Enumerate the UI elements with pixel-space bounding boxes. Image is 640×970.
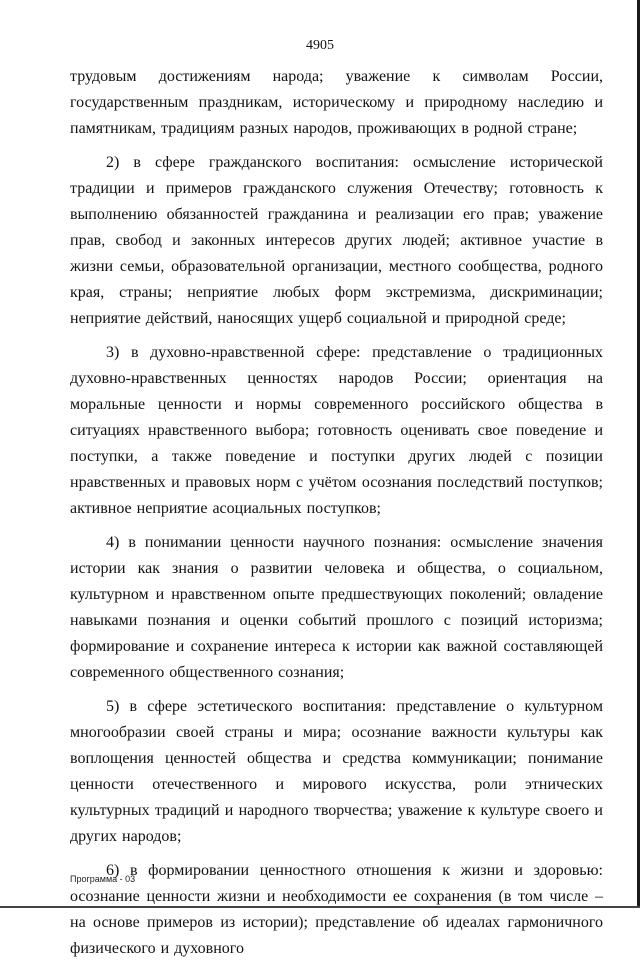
- page-number: 4905: [306, 38, 334, 53]
- paragraph-moral-sphere: 3) в духовно-нравственной сфере: представление о традиционных духовно-нравственных ценностях народов России; ориентация на моральные ценности и нормы современного российского общества в ситуациях нравственного выбора; готовность оценивать свое поведение и поступки, а также поведение и поступки других людей с позиции нравственных и правовых норм с учётом осознания последствий поступков; активное неприятие асоциальных поступков;: [70, 344, 603, 517]
- paragraph-scientific-knowledge: 4) в понимании ценности научного познания: осмысление значения истории как знания о развитии человека и общества, о социальном, культурном и нравственном опыте предшествующих поколений; овладение навыками познания и оценки событий прошлого с позиций историзма; формирование и сохранение интереса к истории как важной составляющей современного общественного сознания;: [70, 534, 603, 681]
- paragraph-civic-education: 2) в сфере гражданского воспитания: осмысление исторической традиции и примеров гражданского служения Отечеству; готовность к выполнению обязанностей гражданина и реализации его прав; уважение прав, свобод и законных интересов других людей; активное участие в жизни семьи, образовательной организации, местного сообщества, родного края, страны; неприятие любых форм экстремизма, дискриминации; неприятие действий, наносящих ущерб социальной и природной среде;: [70, 154, 603, 327]
- document-body: [70, 64, 603, 970]
- paragraph-continuation: трудовым достижениям народа; уважение к символам России, государственным праздникам, историческому и природному наследию и памятникам, традициям разных народов, проживающих в родной стране;: [70, 68, 603, 137]
- paragraph-aesthetic-education: 5) в сфере эстетического воспитания: представление о культурном многообразии своей страны и мира; осознание важности культуры как воплощения ценностей общества и средства коммуникации; понимание ценности отечественного и мирового искусства, роли этнических культурных традиций и народного творчества; уважение к культуре своего и других народов;: [70, 698, 603, 845]
- paragraph-health-values: 6) в формировании ценностного отношения к жизни и здоровью: осознание ценности жизни и необходимости ее сохранения (в том числе – на основе примеров из истории); представление об идеалах гармоничного физического и духовного: [70, 862, 603, 957]
- footer-program-label: Программа - 03: [70, 874, 136, 884]
